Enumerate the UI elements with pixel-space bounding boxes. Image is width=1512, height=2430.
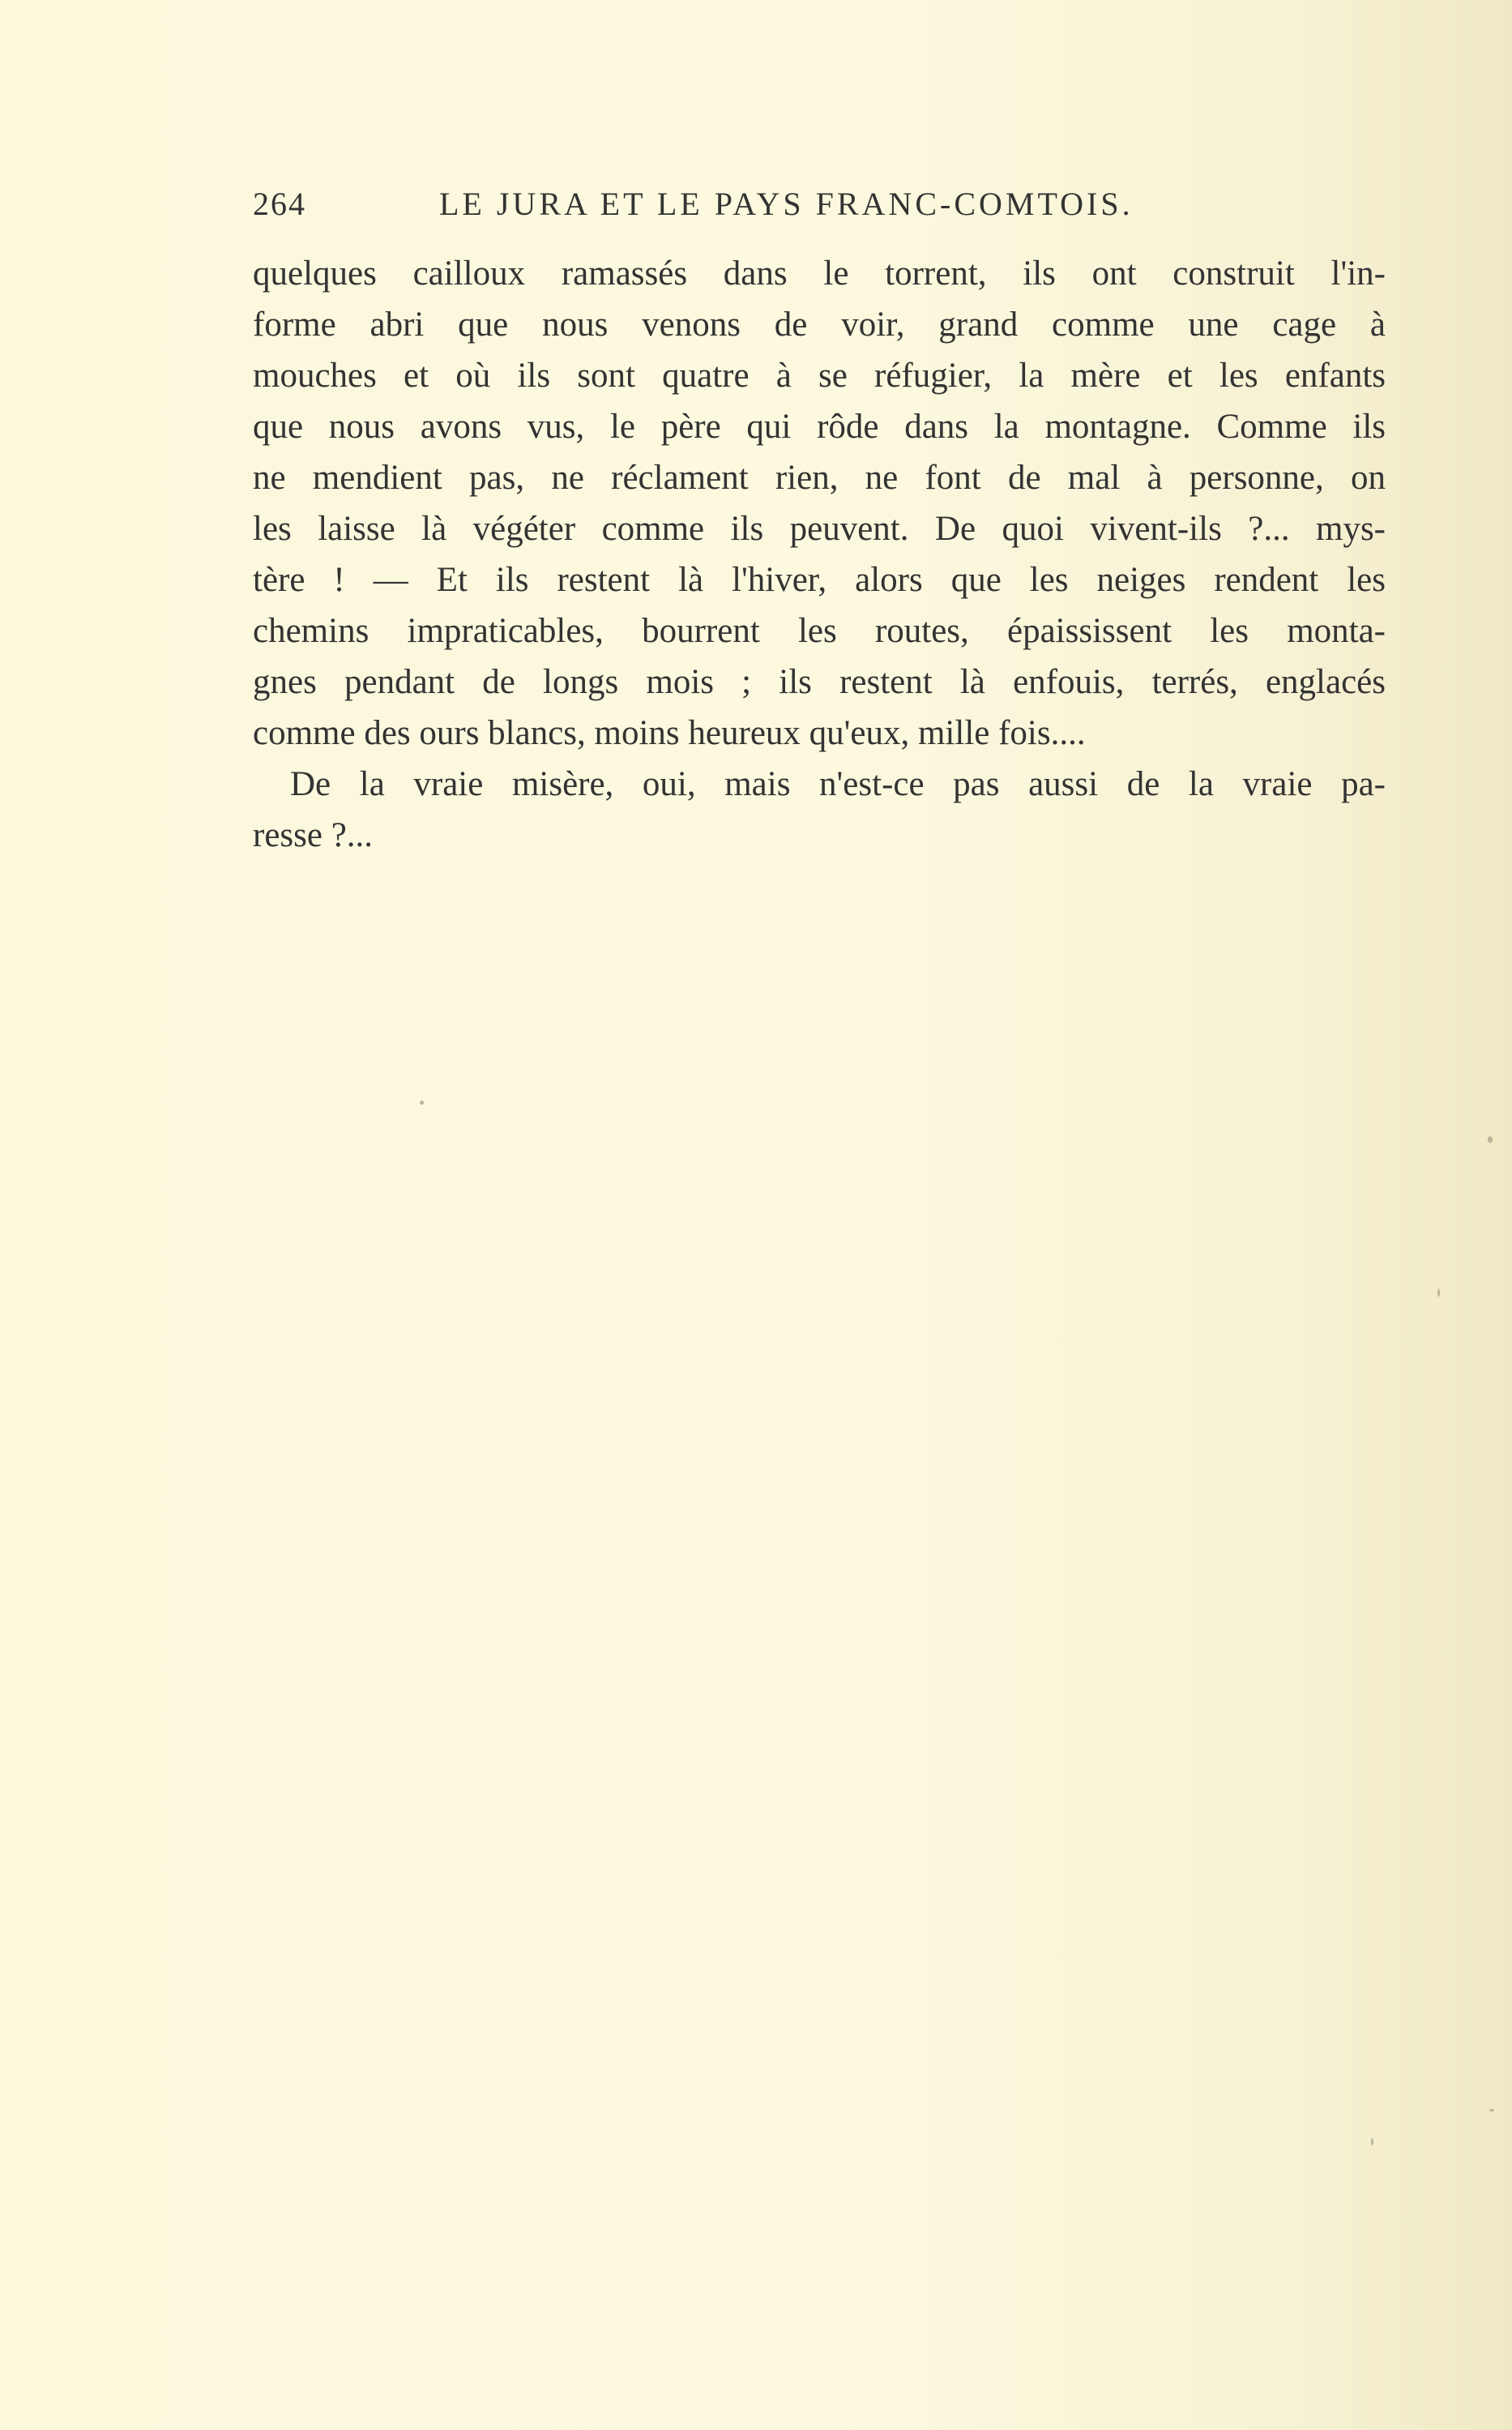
text-line: De la vraie misère, oui, mais n'est-ce pas aussi de la vraie pa- — [290, 765, 1386, 803]
paper-speck — [1489, 2109, 1494, 2111]
text-line: que nous avons vus, le père qui rôde dans la montagne. Comme ils — [253, 408, 1386, 446]
paper-speck — [1371, 2138, 1373, 2146]
paper-speck — [1437, 1289, 1440, 1297]
paper-speck — [420, 1101, 424, 1105]
running-title: LE JURA ET LE PAYS FRANC-COMTOIS. — [439, 186, 1134, 222]
text-line: comme des ours blancs, moins heureux qu'eux, mille fois.... — [253, 714, 1086, 752]
text-line: forme abri que nous venons de voir, grand comme une cage à — [253, 306, 1386, 344]
text-line: resse ?... — [253, 816, 374, 854]
text-line: quelques cailloux ramassés dans le torrent, ils ont construit l'in- — [253, 255, 1386, 293]
text-line: tère ! — Et ils restent là l'hiver, alors que les neiges rendent les — [253, 561, 1386, 599]
page-number: 264 — [253, 186, 306, 222]
body-text — [253, 248, 1386, 861]
text-line: ne mendient pas, ne réclament rien, ne font de mal à personne, on — [253, 459, 1386, 497]
text-line: gnes pendant de longs mois ; ils restent là enfouis, terrés, englacés — [253, 663, 1386, 701]
text-line: mouches et où ils sont quatre à se réfugier, la mère et les enfants — [253, 357, 1386, 395]
running-head — [253, 185, 1386, 233]
paper-speck — [1488, 1136, 1493, 1143]
text-line: les laisse là végéter comme ils peuvent. De quoi vivent-ils ?... mys- — [253, 510, 1386, 548]
text-line: chemins impraticables, bourrent les routes, épaississent les monta- — [253, 612, 1386, 650]
